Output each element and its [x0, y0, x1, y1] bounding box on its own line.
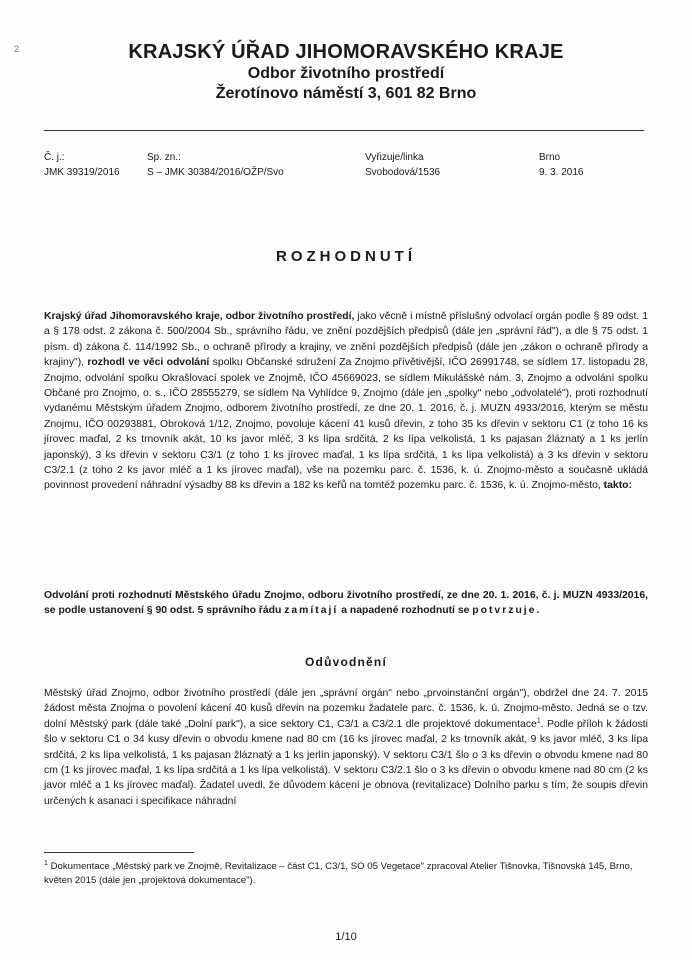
page-number: 1/10	[335, 931, 357, 943]
place: Brno	[539, 152, 561, 163]
verdict-end: .	[536, 605, 540, 617]
vyrizuje-label: Vyřizuje/linka	[365, 152, 424, 163]
cj-column	[44, 150, 120, 180]
cj-value: JMK 39319/2016	[44, 167, 120, 178]
header-divider	[44, 130, 644, 131]
authority-name: KRAJSKÝ ÚŘAD JIHOMORAVSKÉHO KRAJE	[128, 41, 564, 63]
verdict-reject: zamítají	[284, 605, 339, 617]
date-column	[539, 150, 583, 180]
authority-address: Žerotínovo náměstí 3, 601 82 Brno	[215, 85, 477, 102]
footnote-ref: 1	[536, 717, 541, 725]
lead-bold: Krajský úřad Jihomoravského kraje, odbor životního prostředí,	[44, 311, 355, 322]
document-title: ROZHODNUTÍ	[276, 248, 416, 265]
vyrizuje-column	[365, 150, 440, 180]
cj-label: Č. j.:	[44, 152, 65, 163]
end-bold: takto:	[603, 480, 632, 492]
verdict-text: Odvolání proti rozhodnutí Městského úřadu Znojmo, odboru životního prostředí, ze dne 20. 1. 2016, č. j. MUZN 4933/2016, se podle ustanovení § 90 odst. 5 správního řádu	[44, 590, 648, 617]
spzn-column	[147, 150, 284, 180]
date: 9. 3. 2016	[539, 167, 584, 178]
reasoning-paragraph	[44, 686, 648, 809]
mid-bold: rozhodl ve věci odvolání	[87, 357, 210, 369]
letterhead	[0, 40, 692, 104]
margin-mark: 2	[14, 44, 20, 54]
verdict-confirm: potvrzuje	[472, 605, 537, 617]
department-name: Odbor životního prostředí	[247, 65, 445, 82]
footnote-number: 1	[44, 859, 48, 867]
paragraph1-text-b: spolku Občanské sdružení Za Znojmo přívětivější, IČO 26991748, se sídlem 17. listopadu 28, Znojmo, odvolání spolku Okrašlovací spolek ve Znojmě, IČO 45669023, se sídlem Mikulášské nám. 3, Znojmo a odvolání spolku Občané pro Znojmo, o. s., IČO 28555279, se sídlem Na Vyhlídce 9, Znojmo (dále jen „spolky" nebo „odvolatelé"), proti rozhodnutí vydanému Městským úřadem Znojmo, odborem životního prostředí, ze dne 20. 1. 2016, č. j. MUZN 4933/2016, kterým se městu Znojmu, IČO 00293881, Obroková 1/12, Znojmo, povoluje kácení 41 kusů dřevin, z toho 35 ks dřevin v sektoru C1 (z toho 16 ks jírovec maďal, 2 ks trnovník akát, 10 ks javor mléč, 3 ks lípa srdčitá, 2 ks lípa velkolistá, 1 ks pajasan žláznatý a 1 ks jerlín japonský), 3 ks dřevin v sektoru C3/1 (z toho 1 ks jírovec maďal, 1 ks lípa srdčitá, 1 ks lípa velkolistá) a 3 ks dřevin v sektoru C3/2.1 (z toho 2 ks javor mléč a 1 ks jírovec maďal), vše na pozemku parc. č. 1536, k. ú. Znojmo-město a současně ukládá povinnost provedení náhradní výsadby 88 ks dřevin a 182 ks keřů na tomtéž pozemku parc. č. 1536, k. ú. Znojmo-město,	[44, 357, 648, 492]
spzn-value: S – JMK 30384/2016/OŽP/Svo	[147, 167, 284, 178]
footnote	[44, 860, 648, 888]
reasoning-text-b: . Podle příloh k žádosti šlo v sektoru C1 o 34 kusy dřevin o obvodu kmene nad 80 cm (16 ks jírovec maďal, 2 ks trnovník akát, 9 ks javor mléč, 3 ks lípa srdčitá, 2 ks lípa velkolistá, 1 ks pajasan žláznatý a 1 ks jerlín japonský). V sektoru C3/1 šlo o 3 ks dřevin o obvodu kmene nad 80 cm (1 ks jírovec maďal, 1 ks lípa srdčitá a 1 ks lípa velkolistá). V sektoru C3/2.1 šlo o 3 ks dřevin o obvodu kmene nad 80 cm (2 ks javor mléč a 1 ks jírovec maďal). Žadatel uvedl, že důvodem kácení je obnova (revitalizace) Dolního parku s tím, že soupis dřevin určených k asanaci i specifikace náhradní	[44, 718, 648, 807]
verdict-text-2: a napadené rozhodnutí se	[338, 605, 473, 617]
section-title: Odůvodnění	[305, 655, 387, 669]
verdict-paragraph	[44, 588, 648, 619]
vyrizuje-value: Svobodová/1536	[365, 167, 441, 178]
footnote-divider	[44, 852, 194, 853]
reasoning-text-a: Městský úřad Znojmo, odbor životního prostředí (dále jen „správní orgán" nebo „prvoinstanční orgán"), obdržel dne 24. 7. 2015 žádost města Znojma o povolení kácení 40 kusů dřevin na pozemku žadatele parc. č. 1536, k. ú. Znojmo-město. Jedná se o tzv. dolní Městský park (dále také „Dolní park"), a sice sektory C1, C3/1 a C3/2.1 dle projektové dokumentace	[44, 688, 648, 730]
footnote-text: Dokumentace „Městský park ve Znojmě, Revitalizace – část C1, C3/1, SO 05 Vegetace" zpracoval Atelier Tišnovka, Tišnovská 145, Brno, květen 2015 (dále jen „projektová dokumentace").	[44, 861, 633, 886]
paragraph1-text-a: jako věcně i místně příslušný odvolací orgán podle § 89 odst. 1 a § 178 odst. 2 zákona č. 500/2004 Sb., správního řádu, ve znění pozdějších předpisů (dále jen „správní řád"), a dle § 75 odst. 1 písm. d) zákona č. 114/1992 Sb., o ochraně přírody a krajiny, ve znění pozdějších předpisů (dále jen „zákon o ochraně přírody a krajiny"),	[44, 311, 648, 369]
decision-paragraph	[44, 309, 648, 494]
spzn-label: Sp. zn.:	[147, 152, 181, 163]
